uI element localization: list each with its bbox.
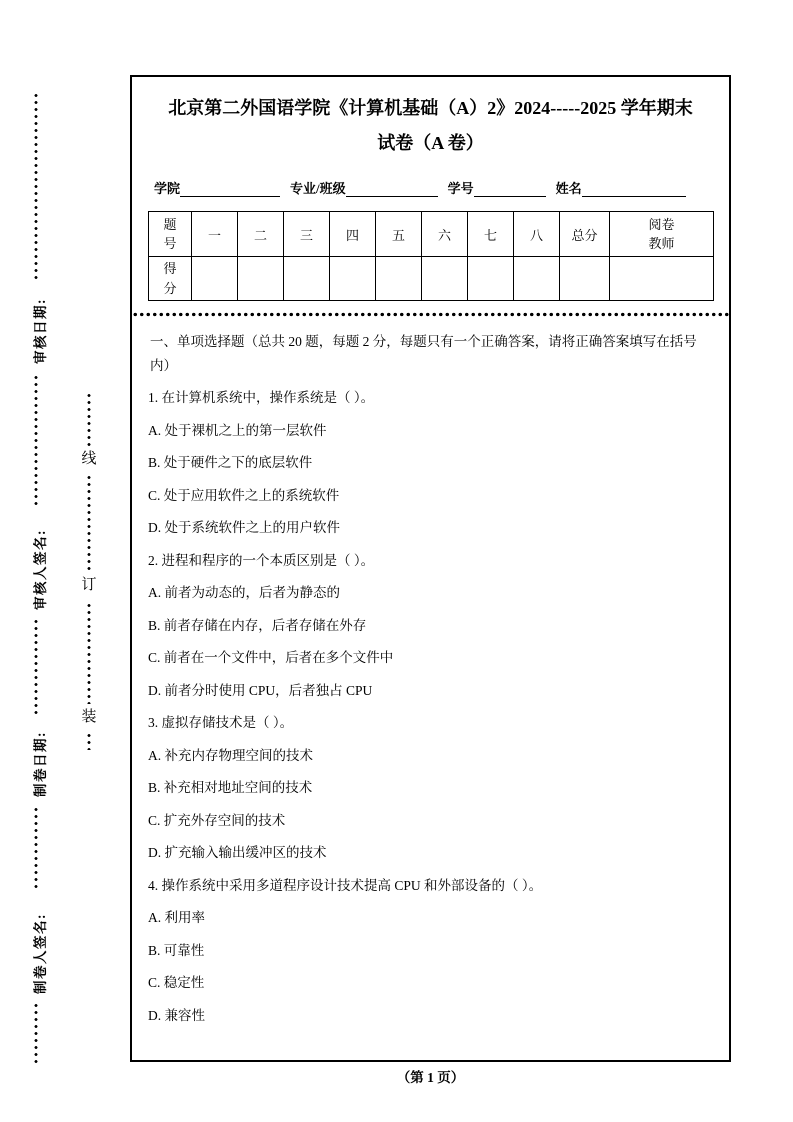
score-col-header: 五: [376, 212, 422, 257]
dotted-line-segment: [33, 806, 39, 892]
score-table: [148, 211, 714, 301]
score-col-header: 七: [468, 212, 514, 257]
option-line: C. 处于应用软件之上的系统软件: [148, 487, 340, 503]
exam-paper-box: [130, 75, 731, 1062]
review-date-label: 审核日期:: [33, 298, 48, 364]
question-block: [148, 545, 713, 708]
binding-dotted-line: [86, 474, 92, 572]
option-line: D. 前者分时使用 CPU，后者独占 CPU: [148, 682, 373, 698]
section-heading: 一、单项选择题（总共 20 题，每题 2 分，每题只有一个正确答案，请将正确答案填写在括号内）: [150, 334, 697, 373]
name-label: 姓名: [555, 181, 582, 196]
option-line: D. 兼容性: [148, 1007, 205, 1023]
dotted-line-segment: [33, 374, 39, 506]
score-col-header: 六: [422, 212, 468, 257]
score-cell: [376, 257, 422, 301]
option-line: B. 处于硬件之下的底层软件: [148, 455, 313, 470]
option-line: A. 利用率: [148, 910, 205, 925]
question-text: 4. 操作系统中采用多道程序设计技术提高 CPU 和外部设备的（ ）。: [148, 877, 543, 893]
binding-char-zhuang: 装: [81, 709, 97, 725]
exam-title: 北京第二外国语学院《计算机基础（A）2》2024-----2025 学年期末试卷（A 卷）: [168, 98, 693, 153]
question-text: 3. 虚拟存储技术是（ ）。: [148, 715, 294, 730]
option-line: A. 处于裸机之上的第一层软件: [148, 422, 327, 438]
paper-maker-signature-label: 制卷人签名:: [33, 913, 48, 994]
college-label: 学院: [154, 181, 181, 196]
option-line: C. 扩充外存空间的技术: [148, 812, 286, 828]
major-class-blank-line: [346, 180, 438, 197]
score-cell: [560, 257, 610, 301]
binding-dotted-line: [86, 732, 92, 750]
option-line: A. 前者为动态的，后者为静态的: [148, 585, 340, 600]
question-block: [148, 382, 713, 545]
question-text: 2. 进程和程序的一个本质区别是（ ）。: [148, 552, 375, 568]
option-line: B. 可靠性: [148, 942, 205, 958]
question-block: [148, 870, 713, 1033]
dotted-line-segment: [33, 618, 39, 716]
score-cell: [284, 257, 330, 301]
option-line: A. 补充内存物理空间的技术: [148, 747, 313, 763]
score-col-header: 三: [284, 212, 330, 257]
option-line: B. 补充相对地址空间的技术: [148, 780, 313, 795]
question-block: [148, 707, 713, 870]
dotted-line-segment: [33, 1002, 39, 1066]
score-cell: [422, 257, 468, 301]
binding-dotted-line: [86, 392, 92, 446]
paper-making-date-label: 制卷日期:: [33, 731, 48, 797]
score-col-header: 总分: [560, 212, 610, 257]
option-line: C. 稳定性: [148, 975, 205, 990]
major-class-label: 专业/班级: [290, 181, 346, 196]
score-col-header: 四: [330, 212, 376, 257]
option-line: D. 处于系统软件之上的用户软件: [148, 520, 340, 535]
score-cell: [330, 257, 376, 301]
score-col-header: 二: [238, 212, 284, 257]
binding-char-line: 线: [81, 451, 97, 467]
student-info-row: [154, 177, 713, 197]
score-row-header-cell: 得分: [149, 257, 192, 301]
option-line: D. 扩充输入输出缓冲区的技术: [148, 845, 327, 860]
name-blank-line: [582, 180, 686, 197]
score-cell: [238, 257, 284, 301]
student-id-blank-line: [474, 180, 546, 197]
student-id-label: 学号: [447, 181, 474, 196]
grader-header-cell: 阅卷教师: [610, 212, 714, 257]
page-number-footer: （第 1 页）: [396, 1070, 465, 1085]
binding-char-ding: 订: [81, 577, 97, 593]
dotted-separator: [132, 311, 729, 318]
score-col-header: 八: [514, 212, 560, 257]
binding-dotted-line: [86, 602, 92, 704]
score-col-header: 一: [192, 212, 238, 257]
college-blank-line: [180, 180, 280, 197]
question-list: [148, 382, 713, 1032]
question-text: 1. 在计算机系统中，操作系统是（ ）。: [148, 390, 375, 405]
option-line: C. 前者在一个文件中，后者在多个文件中: [148, 650, 394, 665]
grader-score-cell: [610, 257, 714, 301]
score-table-corner-cell: 题号: [149, 212, 192, 257]
score-cell: [514, 257, 560, 301]
option-line: B. 前者存储在内存，后者存储在外存: [148, 617, 367, 633]
dotted-line-segment: [33, 92, 39, 282]
reviewer-signature-label: 审核人签名:: [33, 529, 48, 610]
score-cell: [468, 257, 514, 301]
score-cell: [192, 257, 238, 301]
